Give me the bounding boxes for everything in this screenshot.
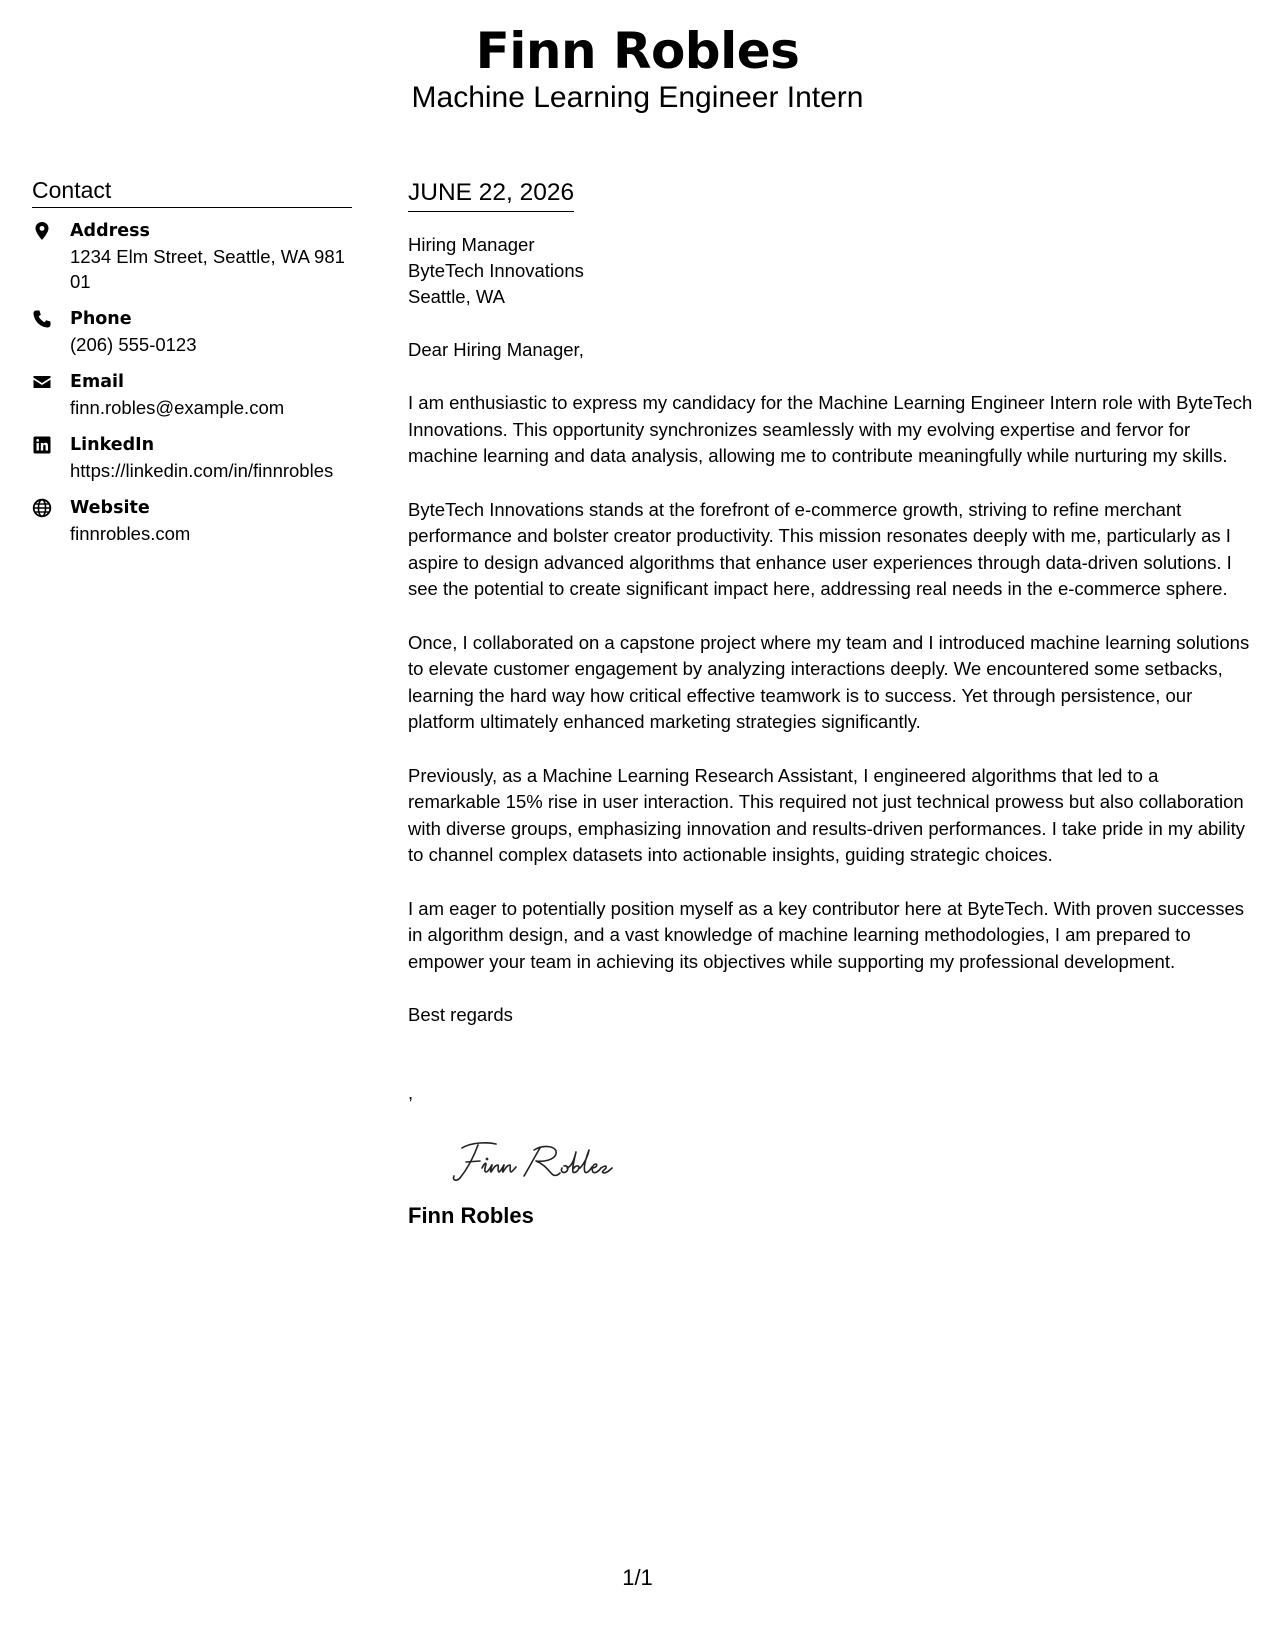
globe-icon: [32, 496, 70, 518]
letter-paragraph: I am eager to potentially position myself as a key contributor here at ByteTech. With proven successes in algorithm design, and a vast knowledge of machine learning methodologies, I am prepared to empower your team in achieving its objectives while supporting my professional development.: [408, 897, 1244, 972]
salutation: Dear Hiring Manager,: [408, 339, 584, 360]
address-label: Address: [70, 221, 150, 241]
phone-icon: [32, 307, 70, 329]
phone-value: (206) 555-0123: [70, 334, 197, 355]
envelope-icon: [32, 370, 70, 392]
recipient-location: Seattle, WA: [408, 286, 505, 307]
contact-item-address: [32, 219, 352, 294]
letter-paragraph: ByteTech Innovations stands at the forefront of e-commerce growth, striving to refine merchant performance and bolster creator productivity. This mission resonates deeply with me, particularly as I aspire to design advanced algorithms that enhance user experiences through data-driven solutions. I see the potential to create significant impact here, addressing real needs in the e-commerce sphere.: [408, 498, 1232, 599]
address-value: 1234 Elm Street, Seattle, WA 98101: [70, 246, 345, 292]
letter-paragraph: I am enthusiastic to express my candidacy for the Machine Learning Engineer Intern role with ByteTech Innovations. This opportunity synchronizes seamlessly with my evolving expertise and fervor for machine learning and data analysis, allowing me to contribute meaningfully while nurturing my skills.: [408, 392, 1253, 466]
closing-phrase: Best regards: [408, 1004, 513, 1025]
website-value[interactable]: finnrobles.com: [70, 523, 191, 544]
map-pin-icon: [32, 219, 70, 241]
job-title: Machine Learning Engineer Intern: [411, 81, 864, 114]
contact-section-title: Contact: [32, 176, 352, 208]
page-number: 1/1: [622, 1565, 653, 1590]
linkedin-label: LinkedIn: [70, 435, 155, 455]
linkedin-value[interactable]: https://linkedin.com/in/finnrobles: [70, 460, 334, 481]
recipient-company: ByteTech Innovations: [408, 260, 584, 281]
contact-item-linkedin: [32, 433, 352, 483]
letter-date: JUNE 22, 2026: [408, 176, 574, 212]
handwritten-signature: [448, 1134, 1253, 1190]
letter-paragraph: Once, I collaborated on a capstone project where my team and I introduced machine learning solutions to elevate customer engagement by analyzing interactions deeply. We encountered some setbacks, learning the hard way how critical effective teamwork is to success. Yet through persistence, our platform ultimately enhanced marketing strategies significantly.: [408, 631, 1250, 732]
recipient-block: [408, 232, 1253, 310]
contact-item-email: [32, 370, 352, 420]
contact-sidebar: [32, 176, 352, 559]
applicant-name: Finn Robles: [475, 22, 800, 80]
letter-body: [408, 176, 1253, 1230]
letter-header: [0, 22, 1275, 116]
email-value: finn.robles@example.com: [70, 397, 285, 418]
email-label: Email: [70, 372, 124, 392]
website-label: Website: [70, 498, 150, 518]
recipient-line: Hiring Manager: [408, 234, 535, 255]
contact-item-website: [32, 496, 352, 546]
contact-list: [32, 219, 352, 546]
linkedin-icon: [32, 433, 70, 455]
letter-paragraph: Previously, as a Machine Learning Research Assistant, I engineered algorithms that led to a remarkable 15% rise in user interaction. This required not just technical prowess but also collaboration with diverse groups, emphasizing innovation and results-driven performances. I take pride in my ability to channel complex datasets into actionable insights, guiding strategic choices.: [408, 764, 1246, 865]
closing-comma: ,: [408, 1082, 414, 1103]
contact-item-phone: [32, 307, 352, 357]
phone-label: Phone: [70, 309, 132, 329]
signer-name: Finn Robles: [408, 1203, 534, 1228]
